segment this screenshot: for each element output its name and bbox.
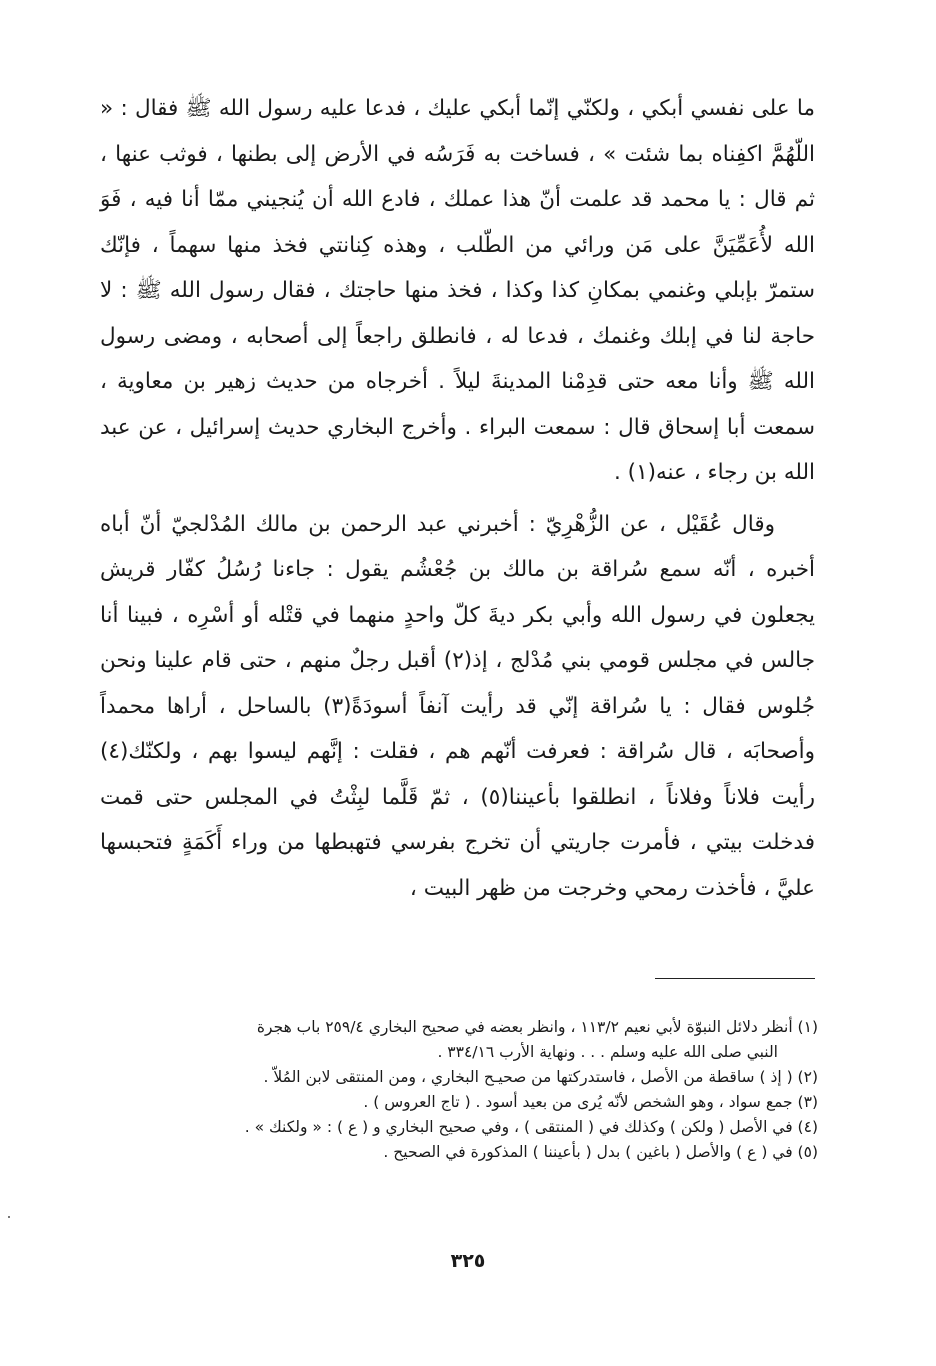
footnote-5: (٥) في ( ع ) والأصل ( باغين ) بدل ( بأعيننا ) المذكورة في الصحيح . — [383, 1143, 818, 1161]
footnote-2: (٢) ( إذ ) ساقطة من الأصل ، فاستدركتها من صحيـح البخاري ، ومن المنتقى لابن المُلاّ . — [263, 1068, 818, 1086]
footnotes — [100, 1015, 818, 1165]
footnote-separator — [655, 978, 815, 979]
paragraph-2: وقال عُقَيْل ، عن الزُّهْرِيّ : أخبرني عبد الرحمن بن مالك المُدْلجيّ أنّ أباه أخبره ، أنّه سمع سُراقة بن مالك بن جُعْشُم يقول : جاءنا رُسُلُ كفّار قريش يجعلون في رسول الله وأبي بكر ديةَ كلّ واحدٍ منهما في قتْله أو أسْرِه ، فبينا أنا جالس في مجلس قومي بني مُدْلج ، إذ(٢) أقبل رجلٌ منهم ، حتى قام علينا ونحن جُلوس فقال : يا سُراقة إنّي قد رأيت آنفاً أسودَةً(٣) بالساحل ، أراها محمداً وأصحابَه ، قال سُراقة : فعرفت أنّهم هم ، فقلت : إنَّهم ليسوا بهم ، ولكنّك(٤) رأيت فلاناً وفلاناً ، انطلقوا بأعيننا(٥) ، ثمّ قَلَّما لبِثْتُ في المجلس حتى قمت فدخلت بيتي ، فأمرت جاريتي أن تخرج بفرسي فتهبطها من وراء أَكَمَةٍ فتحبسها عليَّ ، فأخذت رمحي وخرجت من ظهر البيت ، — [100, 511, 816, 901]
footnote-1: (١) أنظر دلائل النبوّة لأبي نعيم ١١٣/٢ ، وانظر بعضه في صحيح البخاري ٢٥٩/٤ باب هجرة — [256, 1018, 818, 1036]
paragraph-1: ما على نفسي أبكي ، ولكنّي إنّما أبكي عليك ، فدعا عليه رسول الله ﷺ فقال : « اللّهُمَّ اكفِناه بما شئت » ، فساخت به فَرَسُه في الأرض إلى بطنها ، فوثب عنها ، ثم قال : يا محمد قد علمت أنّ هذا عملك ، فادع الله أن يُنجيني ممّا أنا فيه ، فَوَ الله لأُعَمِّيَنَّ على مَن ورائي من الطّلب ، وهذه كِنانتي فخذ منها سهماً ، فإنّك ستمرّ بإبلي وغنمي بمكانِ كذا وكذا ، فخذ منها حاجتك ، فقال رسول الله ﷺ : لا حاجة لنا في إبلك وغنمك ، فدعا له ، فانطلق راجعاً إلى أصحابه ، ومضى رسول الله ﷺ وأنا معه حتى قدِمْنا المدينةَ ليلاً . أخرجاه من حديث زهير بن معاوية ، سمعت أبا إسحاق قال : سمعت البراء . وأخرج البخاري حديث إسرائيل ، عن عبد الله بن رجاء ، عنه(١) . — [100, 96, 815, 485]
scan-speck — [8, 1216, 10, 1218]
page-number: ٣٢٥ — [450, 1250, 486, 1272]
footnote-4: (٤) في الأصل ( ولكن ) وكذلك في ( المنتقى ) ، وفي صحيح البخاري و ( ع ) : « ولكنك » . — [244, 1118, 818, 1136]
footnote-3: (٣) جمع سواد ، وهو الشخص لأنّه يُرى من بعيد أسود . ( تاج العروس ) . — [363, 1093, 818, 1111]
main-text — [100, 86, 815, 911]
footnote-1-continuation: النبي صلى الله عليه وسلم . . . ونهاية الأرب ٣٣٤/١٦ . — [437, 1043, 778, 1061]
